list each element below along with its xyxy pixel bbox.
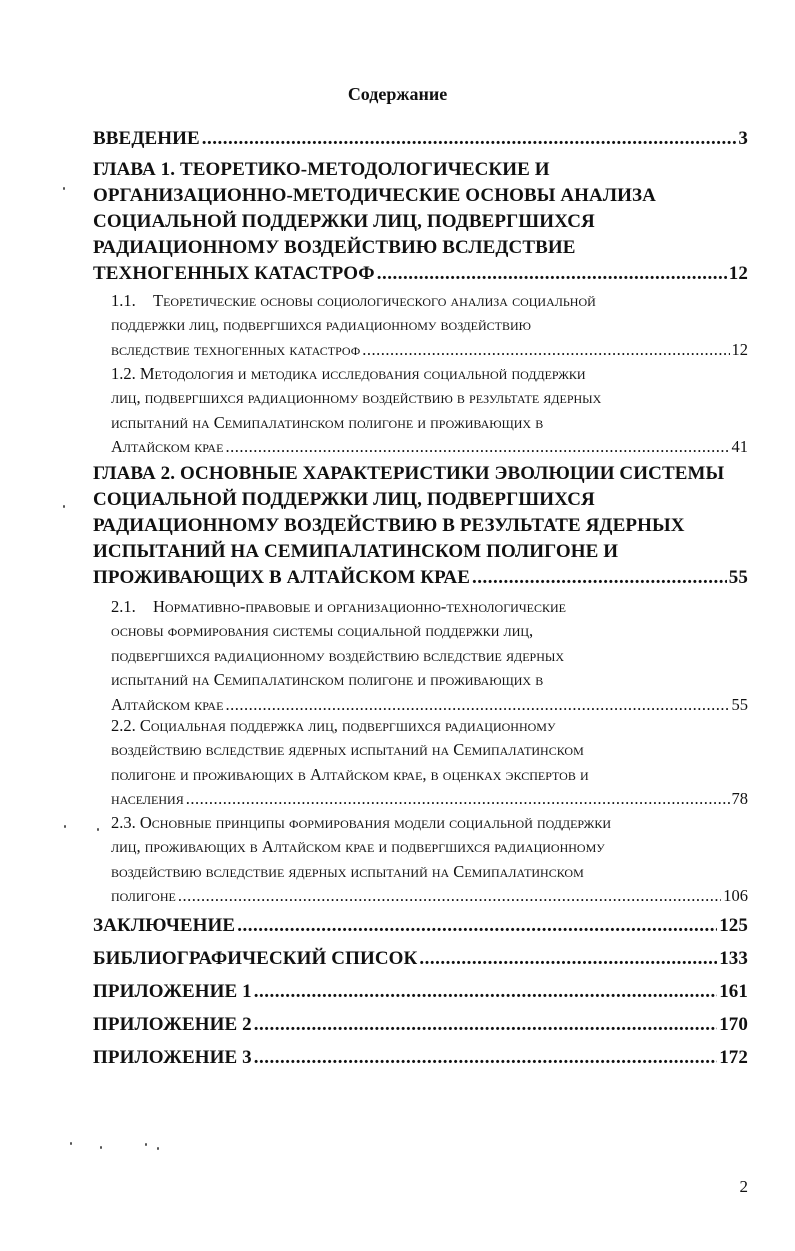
toc-entry-section-2-1[interactable]: 2.1. Нормативно-правовые и организационно-технологические основы формирования системы социальной поддержки лиц, подвергшихся радиационному воздействию вследствие ядерных испытаний на Семипалатинском полигоне и проживающих в Алтайском крае ..... 55 [111, 595, 748, 717]
dot-leader [178, 884, 721, 908]
page-number: 2 [739, 1177, 748, 1196]
toc-entry-bibliography[interactable]: БИБЛИОГРАФИЧЕСКИЙ СПИСОК ..... 133 [93, 946, 748, 972]
dot-leader [377, 261, 727, 287]
toc-page-number: 133 [719, 948, 748, 969]
dot-leader [419, 946, 717, 972]
toc-entry-section-1-2[interactable]: 1.2. Методология и методика исследования социальной поддержки лиц, подвергшихся радиационному воздействию в результате ядерных испытаний на Семипалатинском полигоне и проживающих в Алтайском крае ..... 41 [111, 362, 748, 460]
dot-leader [254, 1012, 717, 1038]
toc-page-number: 106 [723, 886, 748, 906]
toc-page-number: 170 [719, 1014, 748, 1035]
toc-entry-appendix-2[interactable]: ПРИЛОЖЕНИЕ 2 ..... 170 [93, 1012, 748, 1038]
scan-speck [70, 1142, 72, 1145]
dot-leader [202, 126, 737, 152]
toc-page-number: 12 [731, 339, 748, 359]
toc-page-number: 12 [728, 263, 748, 284]
dot-leader [254, 1045, 717, 1071]
toc-entry-intro[interactable]: ВВЕДЕНИЕ ..... 3 [93, 126, 748, 152]
toc-page-number: 125 [719, 915, 748, 936]
toc-entry-section-1-1[interactable]: 1.1. Теоретические основы социологического анализа социальной поддержки лиц, подвергшихся радиационному воздействию вследствие техногенных катастроф ..... 12 [111, 289, 748, 362]
scan-speck [63, 505, 65, 508]
toc-page-number: 78 [731, 789, 748, 809]
toc-page-number: 55 [728, 567, 748, 588]
dot-leader [186, 787, 730, 811]
dot-leader [362, 338, 729, 362]
dot-leader [237, 913, 717, 939]
scan-speck [157, 1147, 159, 1150]
scan-speck [97, 828, 99, 831]
toc-page-number: 55 [731, 694, 748, 714]
scan-speck [100, 1146, 102, 1149]
dot-leader [254, 979, 717, 1005]
toc-entry-chapter-2[interactable]: ГЛАВА 2. ОСНОВНЫЕ ХАРАКТЕРИСТИКИ ЭВОЛЮЦИИ СИСТЕМЫ СОЦИАЛЬНОЙ ПОДДЕРЖКИ ЛИЦ, ПОДВЕРГШИХСЯ РАДИАЦИОННОМУ ВОЗДЕЙСТВИЮ В РЕЗУЛЬТАТЕ ЯДЕРНЫХ ИСПЫТАНИЙ НА СЕМИПАЛАТИНСКОМ ПОЛИГОНЕ И ПРОЖИВАЮЩИХ В АЛТАЙСКОМ КРАЕ ..... 55 [93, 461, 748, 591]
scan-speck [63, 187, 65, 190]
toc-page-number: 172 [719, 1047, 748, 1068]
toc-page-number: 41 [731, 437, 748, 457]
toc-entry-appendix-1[interactable]: ПРИЛОЖЕНИЕ 1 ..... 161 [93, 979, 748, 1005]
page-title: Содержание [347, 84, 448, 104]
scan-speck [145, 1143, 147, 1146]
dot-leader [472, 565, 727, 591]
scan-speck [64, 825, 66, 828]
toc-page-number: 161 [719, 981, 748, 1002]
toc-entry-section-2-3[interactable]: 2.3. Основные принципы формирования модели социальной поддержки лиц, проживающих в Алтайском крае и подвергшихся радиационному воздействию вследствие ядерных испытаний на Семипалатинском полигоне ..... 106 [111, 811, 748, 909]
toc-entry-section-2-2[interactable]: 2.2. Социальная поддержка лиц, подвергшихся радиационному воздействию вследствие ядерных испытаний на Семипалатинском полигоне и проживающих в Алтайском крае, в оценках экспертов и населения ..... 78 [111, 714, 748, 812]
toc-entry-conclusion[interactable]: ЗАКЛЮЧЕНИЕ ..... 125 [93, 913, 748, 939]
dot-leader [225, 435, 729, 459]
toc-page-number: 3 [738, 128, 748, 149]
toc-entry-chapter-1[interactable]: ГЛАВА 1. ТЕОРЕТИКО-МЕТОДОЛОГИЧЕСКИЕ И ОРГАНИЗАЦИОННО-МЕТОДИЧЕСКИЕ ОСНОВЫ АНАЛИЗА СОЦИАЛЬНОЙ ПОДДЕРЖКИ ЛИЦ, ПОДВЕРГШИХСЯ РАДИАЦИОННОМУ ВОЗДЕЙСТВИЮ ВСЛЕДСТВИЕ ТЕХНОГЕННЫХ КАТАСТРОФ ..... 12 [93, 157, 748, 287]
toc-entry-appendix-3[interactable]: ПРИЛОЖЕНИЕ 3 ..... 172 [93, 1045, 748, 1071]
